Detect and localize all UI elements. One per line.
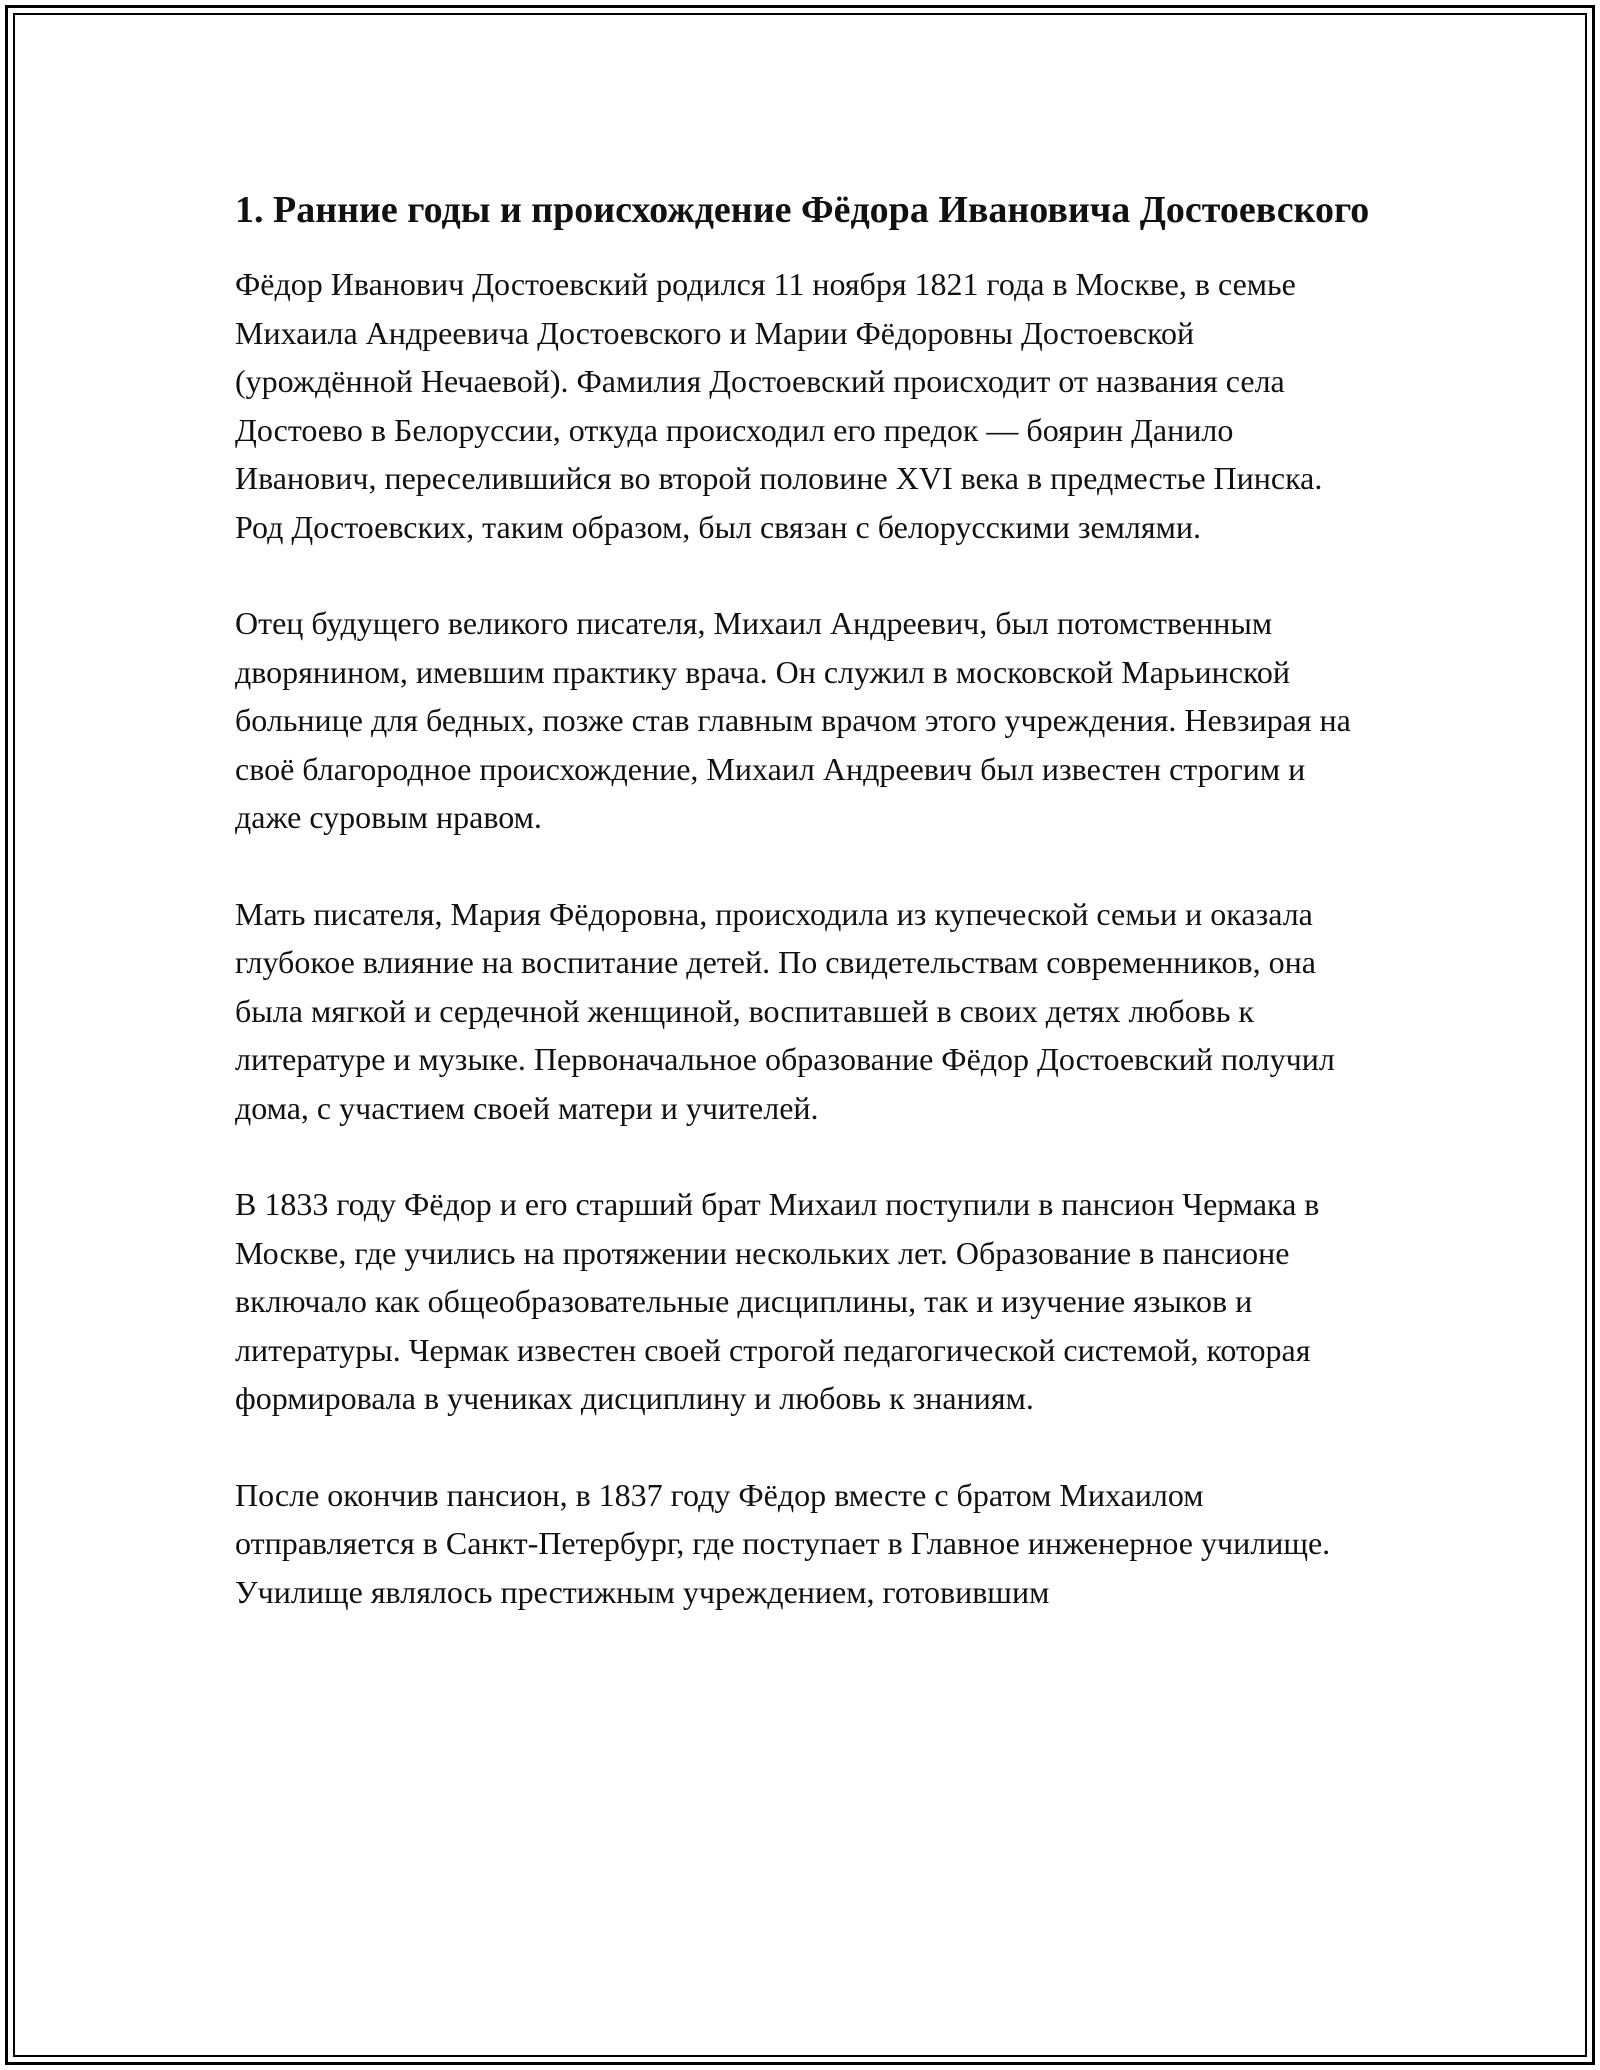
paragraph-boarding-school: В 1833 году Фёдор и его старший брат Михаил поступили в пансион Чермака в Москве, где учились на протяжении нескольких лет. Образование в пансионе включало как общеобразовательные дисциплины, так и изучение языков и литературы. Чермак известен своей строгой педагогической системой, которая формировала в учениках дисциплину и любовь к знаниям. (235, 1186, 1320, 1416)
paragraph-mother: Мать писателя, Мария Фёдоровна, происходила из купеческой семьи и оказала глубокое влияние на воспитание детей. По свидетельствам современников, она была мягкой и сердечной женщиной, воспитавшей в своих детях любовь к литературе и музыке. Первоначальное образование Фёдор Достоевский получил дома, с участием своей матери и учителей. (235, 895, 1335, 1126)
paragraph-engineering-school: После окончив пансион, в 1837 году Фёдор вместе с братом Михаилом отправляется в Санкт-Петербург, где поступает в Главное инженерное училище. Училище являлось престижным учреждением, готовившим (235, 1476, 1331, 1610)
paragraph-father: Отец будущего великого писателя, Михаил Андреевич, был потомственным дворянином, имевшим практику врача. Он служил в московской Марьинской больнице для бедных, позже став главным врачом этого учреждения. Невзирая на своё благородное происхождение, Михаил Андреевич был известен строгим и даже суровым нравом. (235, 605, 1351, 835)
document-body (235, 183, 1370, 1664)
section-heading: 1. Ранние годы и происхождение Фёдора Ивановича Достоевского (235, 189, 1370, 231)
paragraph-birth-origin: Фёдор Иванович Достоевский родился 11 ноября 1821 года в Москве, в семье Михаила Андреевича Достоевского и Марии Фёдоровны Достоевской (урождённой Нечаевой). Фамилия Достоевский происходит от названия села Достоево в Белоруссии, откуда происходил его предок — боярин Данило Иванович, переселившийся во второй половине XVI века в предместье Пинска. Род Достоевских, таким образом, был связан с белорусскими землями. (235, 266, 1323, 545)
